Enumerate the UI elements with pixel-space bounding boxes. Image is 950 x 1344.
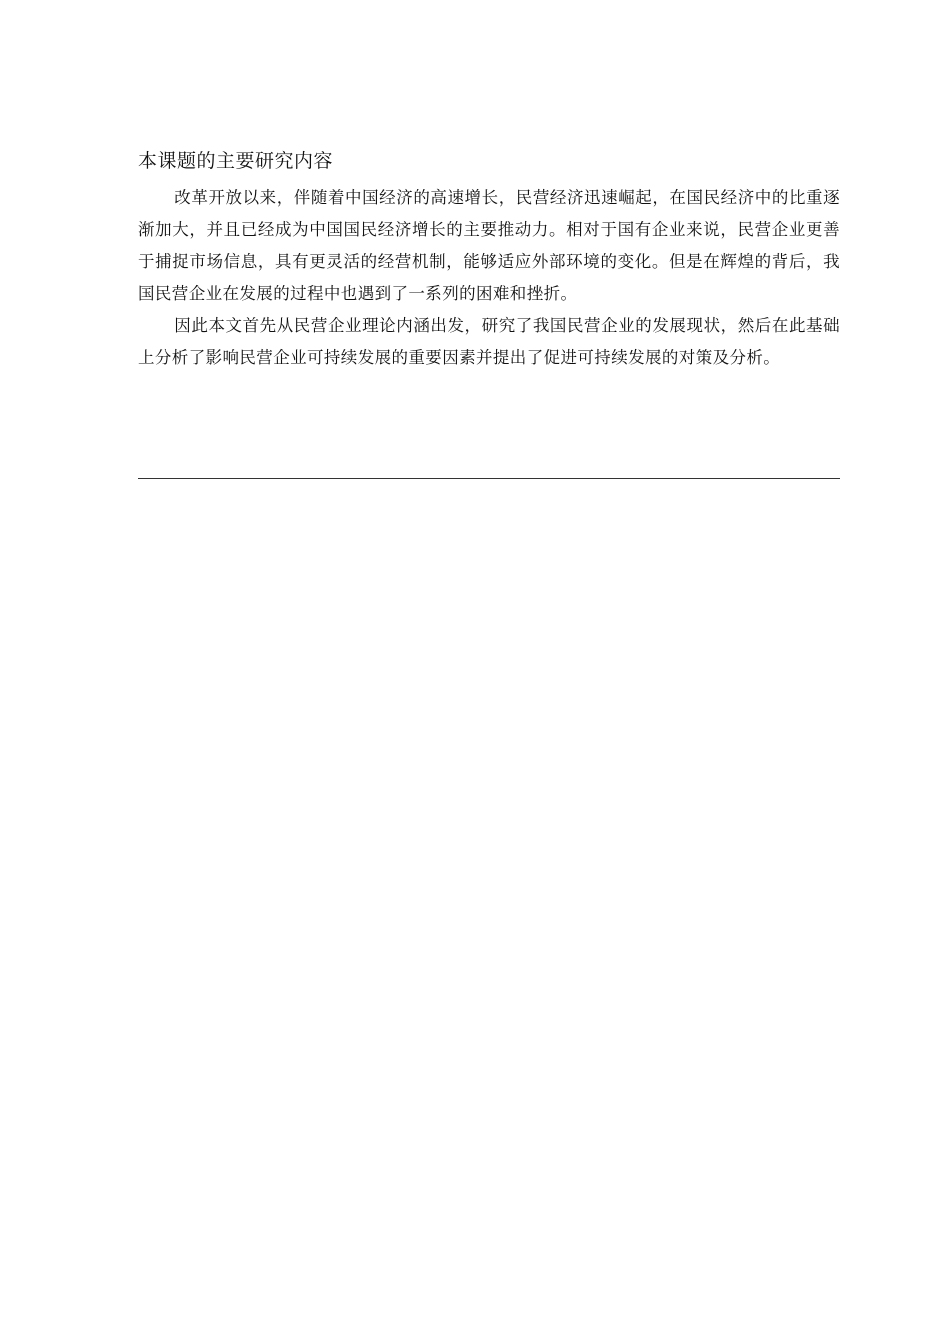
- section-divider-line: [138, 478, 840, 479]
- section-body: [138, 146, 840, 374]
- section-heading: 本课题的主要研究内容: [138, 150, 334, 172]
- paragraph-2: 因此本文首先从民营企业理论内涵出发，研究了我国民营企业的发展现状，然后在此基础上分析了影响民营企业可持续发展的重要因素并提出了促进可持续发展的对策及分析。: [138, 316, 840, 367]
- paragraph-1: 改革开放以来，伴随着中国经济的高速增长，民营经济迅速崛起，在国民经济中的比重逐渐加大，并且已经成为中国国民经济增长的主要推动力。相对于国有企业来说，民营企业更善于捕捉市场信息，具有更灵活的经营机制，能够适应外部环境的变化。但是在辉煌的背后，我国民营企业在发展的过程中也遇到了一系列的困难和挫折。: [138, 188, 840, 303]
